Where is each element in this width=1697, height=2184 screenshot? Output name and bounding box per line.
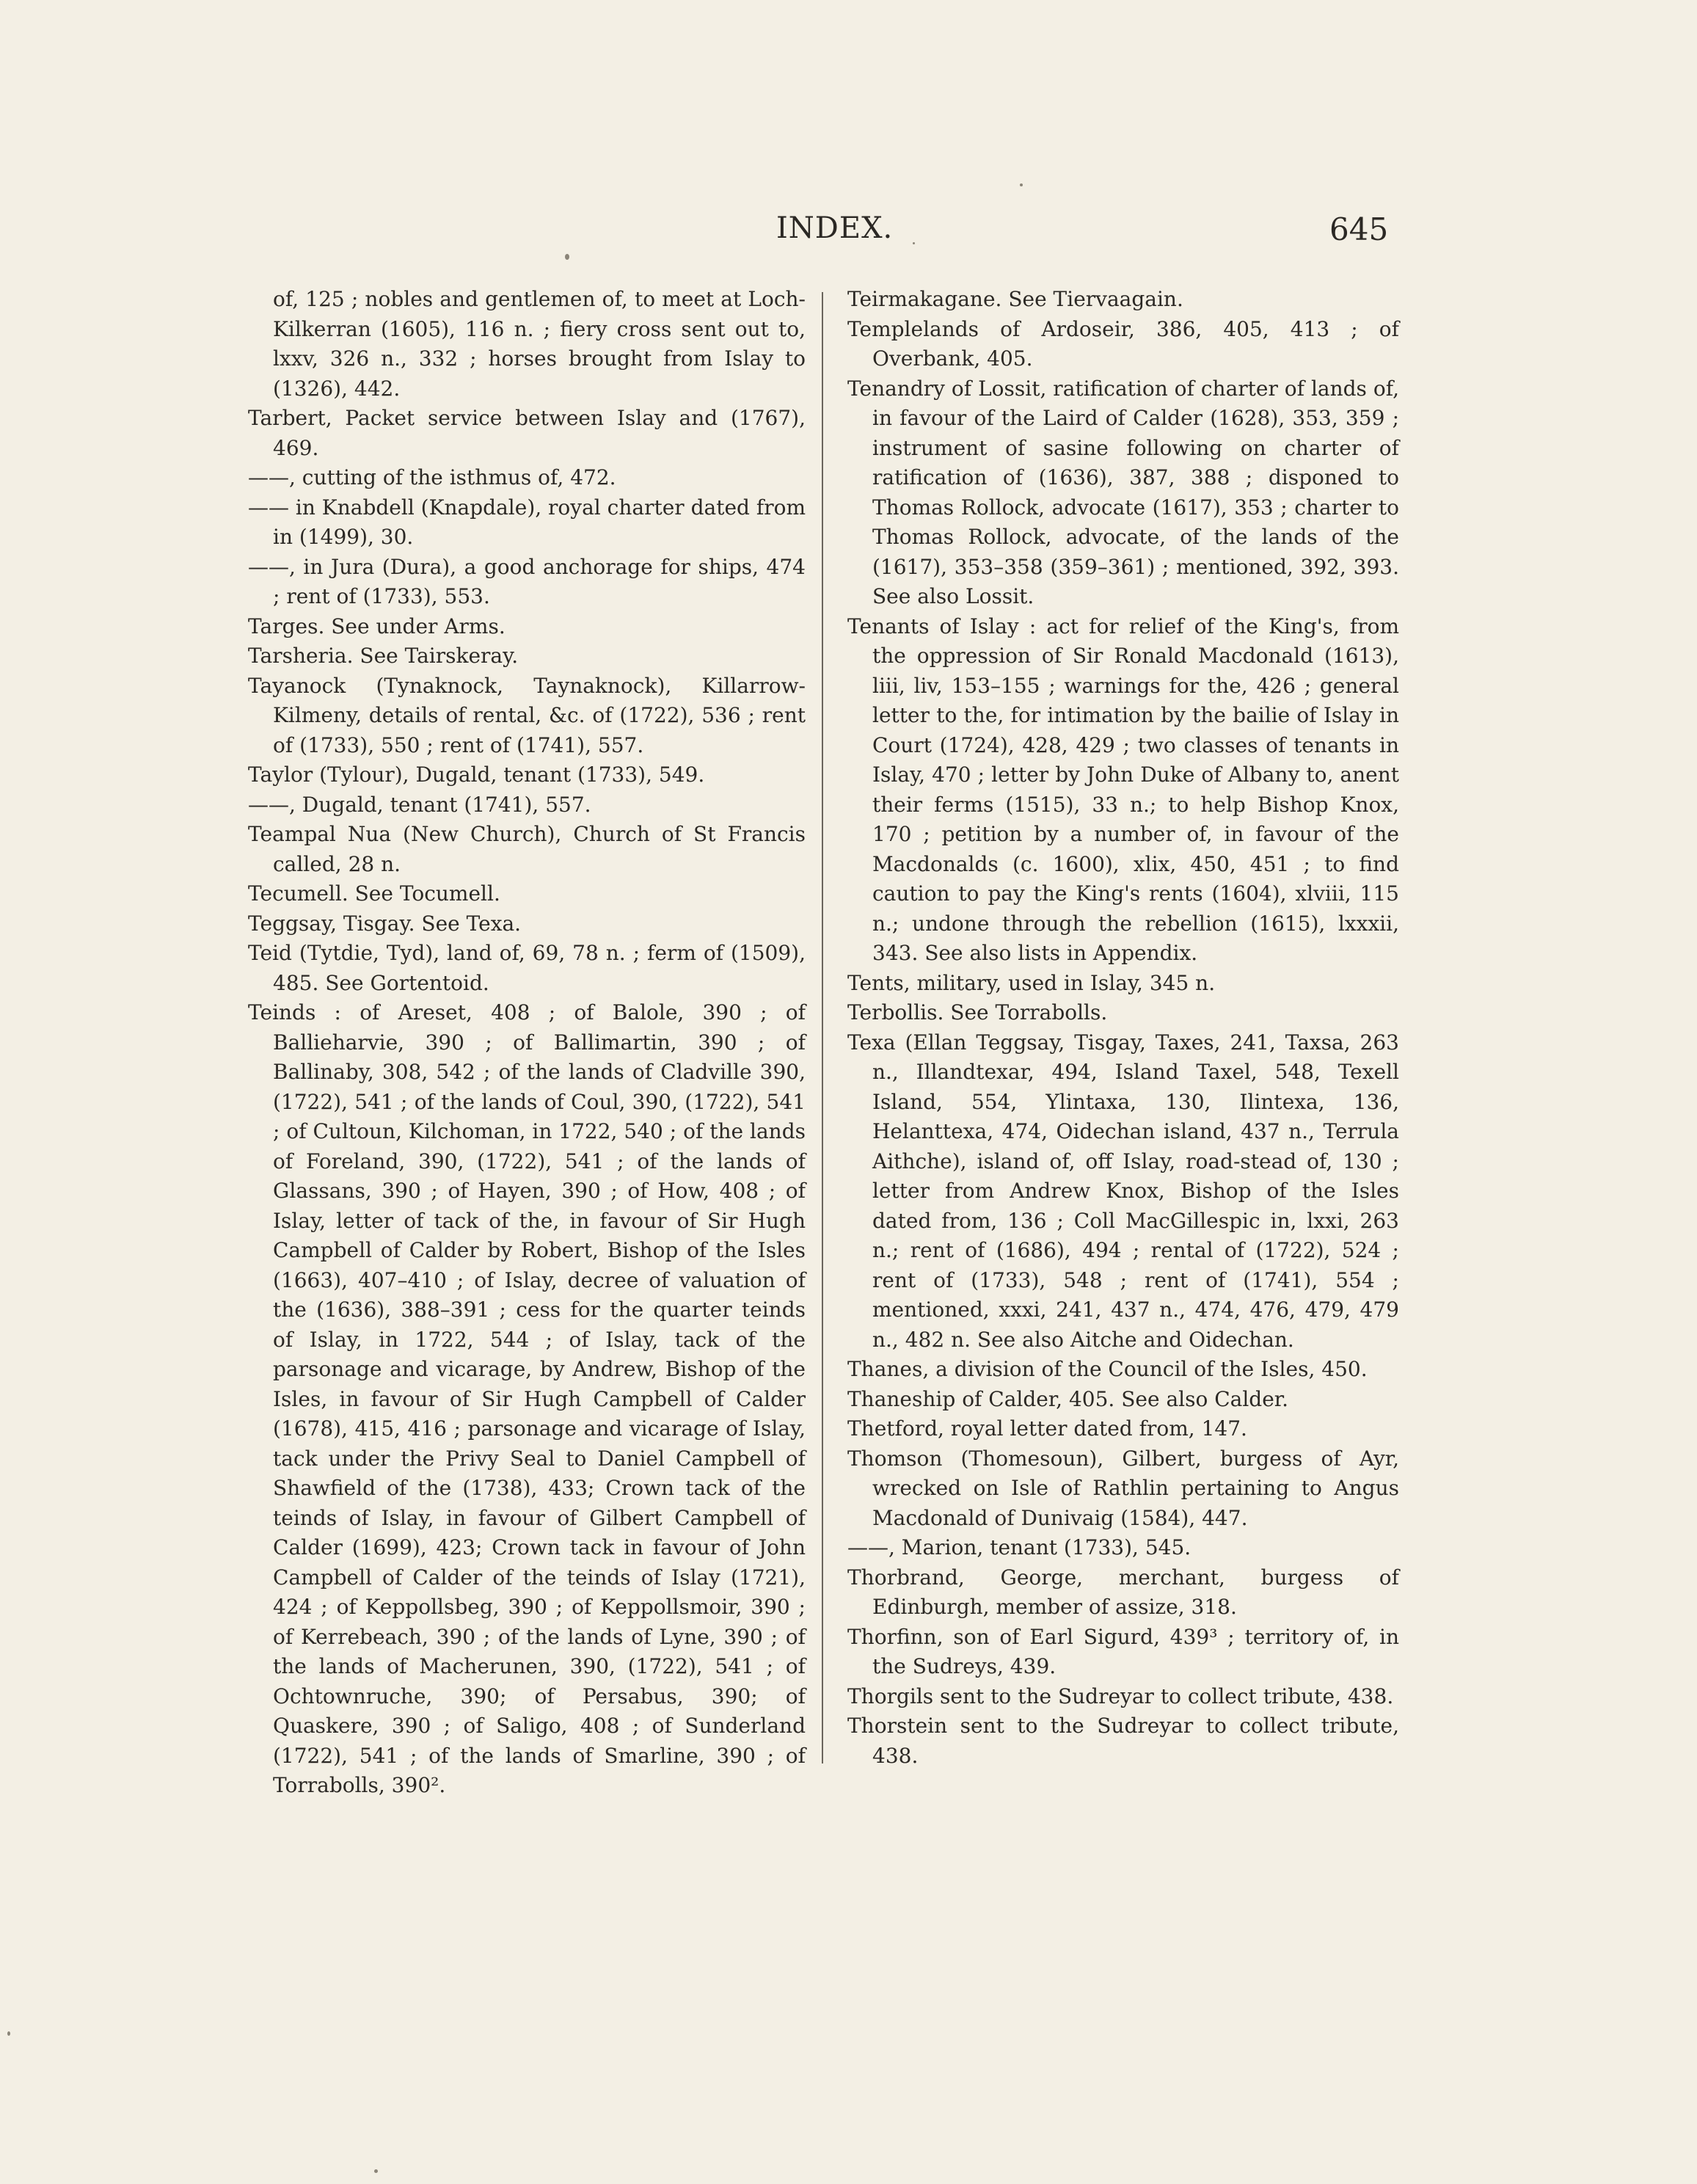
index-entry: Teampal Nua (New Church), Church of St Francis called, 28 n. <box>248 822 806 876</box>
index-entry: Thorgils sent to the Sudreyar to collect tribute, 438. <box>847 1684 1394 1708</box>
index-entry: Tarsheria. See Tairskeray. <box>248 644 519 668</box>
index-entry: Tecumell. See Tocumell. <box>248 881 500 906</box>
index-entry: Thorbrand, George, merchant, burgess of Edinburgh, member of assize, 318. <box>847 1565 1399 1619</box>
index-entry: Thanes, a division of the Council of the Isles, 450. <box>847 1357 1368 1381</box>
index-entry: ——, cutting of the isthmus of, 472. <box>248 465 616 489</box>
index-entry: Tayanock (Tynaknock, Taynaknock), Killarrow-Kilmeny, details of rental, &c. of (1722), 536 ; rent of (1733), 550 ; rent of (1741), 557. <box>248 673 806 757</box>
index-entry: Tenants of Islay : act for relief of the King's, from the oppression of Sir Ronald Macdonald (1613), liii, liv, 153–155 ; warnings for the, 426 ; general letter to the, for intimation by the bailie of Islay in Court (1724), 428, 429 ; two classes of tenants in Islay, 470 ; letter by John Duke of Albany to, anent their ferms (1515), 33 n.; to help Bishop Knox, 170 ; petition by a number of, in favour of the Macdonalds (c. 1600), xlix, 450, 451 ; to find caution to pay the King's rents (1604), xlviii, 115 n.; undone through the rebellion (1615), lxxxii, 343. See also lists in Appendix. <box>847 614 1399 965</box>
index-entry: ——, Dugald, tenant (1741), 557. <box>248 792 591 817</box>
index-entry: Teggsay, Tisgay. See Texa. <box>248 911 522 936</box>
left-column <box>248 285 806 1801</box>
page-header <box>0 211 1697 255</box>
page-title: INDEX. <box>776 211 894 245</box>
index-entry: Thaneship of Calder, 405. See also Calder. <box>847 1386 1289 1411</box>
index-entry: Teid (Tytdie, Tyd), land of, 69, 78 n. ; ferm of (1509), 485. See Gortentoid. <box>248 941 806 995</box>
paper-speck <box>7 2031 10 2036</box>
right-column <box>847 285 1399 1771</box>
index-entry: Teinds : of Areset, 408 ; of Balole, 390 ; of Ballieharvie, 390 ; of Ballimartin, 390 ; of Ballinaby, 308, 542 ; of the lands of Cladville 390, (1722), 541 ; of the lands of Coul, 390, (1722), 541 ; of Cultoun, Kilchoman, in 1722, 540 ; of the lands of Foreland, 390, (1722), 541 ; of the lands of Glassans, 390 ; of Hayen, 390 ; of How, 408 ; of Islay, letter of tack of the, in favour of Sir Hugh Campbell of Calder by Robert, Bishop of the Isles (1663), 407–410 ; of Islay, decree of valuation of the (1636), 388–391 ; cess for the quarter teinds of Islay, in 1722, 544 ; of Islay, tack of the parsonage and vicarage, by Andrew, Bishop of the Isles, in favour of Sir Hugh Campbell of Calder (1678), 415, 416 ; parsonage and vicarage of Islay, tack under the Privy Seal to Daniel Campbell of Shawfield of the (1738), 433; Crown tack of the teinds of Islay, in favour of Gilbert Campbell of Calder (1699), 423; Crown tack in favour of John Campbell of Calder of the teinds of Islay (1721), 424 ; of Keppollsbeg, 390 ; of Keppollsmoir, 390 ; of Kerrebeach, 390 ; of the lands of Lyne, 390 ; of the lands of Macherunen, 390, (1722), 541 ; of Ochtownruche, 390; of Persabus, 390; of Quaskere, 390 ; of Saligo, 408 ; of Sunderland (1722), 541 ; of the lands of Smarline, 390 ; of Torrabolls, 390². <box>248 1000 806 1797</box>
index-entry: Templelands of Ardoseir, 386, 405, 413 ; of Overbank, 405. <box>847 316 1399 371</box>
index-entry: of, 125 ; nobles and gentlemen of, to meet at Loch-Kilkerran (1605), 116 n. ; fiery cross sent out to, lxxv, 326 n., 332 ; horses brought from Islay to (1326), 442. <box>273 287 806 401</box>
index-entry: Targes. See under Arms. <box>248 614 506 638</box>
paper-speck <box>374 2169 378 2173</box>
paper-speck <box>565 254 569 260</box>
index-entry: ——, in Jura (Dura), a good anchorage for ships, 474 ; rent of (1733), 553. <box>248 554 806 608</box>
index-entry: Tents, military, used in Islay, 345 n. <box>847 970 1216 995</box>
index-entry: Thetford, royal letter dated from, 147. <box>847 1416 1247 1441</box>
index-entry: Tenandry of Lossit, ratification of charter of lands of, in favour of the Laird of Calder (1628), 353, 359 ; instrument of sasine following on charter of ratification of (1636), 387, 388 ; disponed to Thomas Rollock, advocate (1617), 353 ; charter to Thomas Rollock, advocate, of the lands of the (1617), 353–358 (359–361) ; mentioned, 392, 393. See also Lossit. <box>847 376 1399 608</box>
index-entry: Teirmakagane. See Tiervaagain. <box>847 287 1183 311</box>
index-entry: Terbollis. See Torrabolls. <box>847 1000 1108 1024</box>
index-entry: Thorstein sent to the Sudreyar to collect tribute, 438. <box>847 1714 1399 1768</box>
index-entry: Thorfinn, son of Earl Sigurd, 439³ ; territory of, in the Sudreys, 439. <box>847 1624 1399 1678</box>
paper-speck <box>913 242 915 244</box>
column-divider <box>822 292 823 1763</box>
index-entry: Thomson (Thomesoun), Gilbert, burgess of Ayr, wrecked on Isle of Rathlin pertaining to Angus Macdonald of Dunivaig (1584), 447. <box>847 1446 1399 1530</box>
index-entry: Texa (Ellan Teggsay, Tisgay, Taxes, 241, Taxsa, 263 n., Illandtexar, 494, Island Taxel, 548, Texell Island, 554, Ylintaxa, 130, Ilintexa, 136, Helanttexa, 474, Oidechan island, 437 n., Terrula Aithche), island of, off Islay, road-stead of, 130 ; letter from Andrew Knox, Bishop of the Isles dated from, 136 ; Coll MacGillespic in, lxxi, 263 n.; rent of (1686), 494 ; rental of (1722), 524 ; rent of (1733), 548 ; rent of (1741), 554 ; mentioned, xxxi, 241, 437 n., 474, 476, 479, 479 n., 482 n. See also Aitche and Oidechan. <box>847 1030 1399 1352</box>
index-entry: Tarbert, Packet service between Islay and (1767), 469. <box>248 406 806 460</box>
page-number: 645 <box>1329 211 1389 247</box>
index-entry: Taylor (Tylour), Dugald, tenant (1733), 549. <box>248 762 705 787</box>
index-entry: ——, Marion, tenant (1733), 545. <box>847 1535 1191 1559</box>
paper-speck <box>1020 183 1023 186</box>
index-entry: —— in Knabdell (Knapdale), royal charter dated from in (1499), 30. <box>248 495 806 549</box>
